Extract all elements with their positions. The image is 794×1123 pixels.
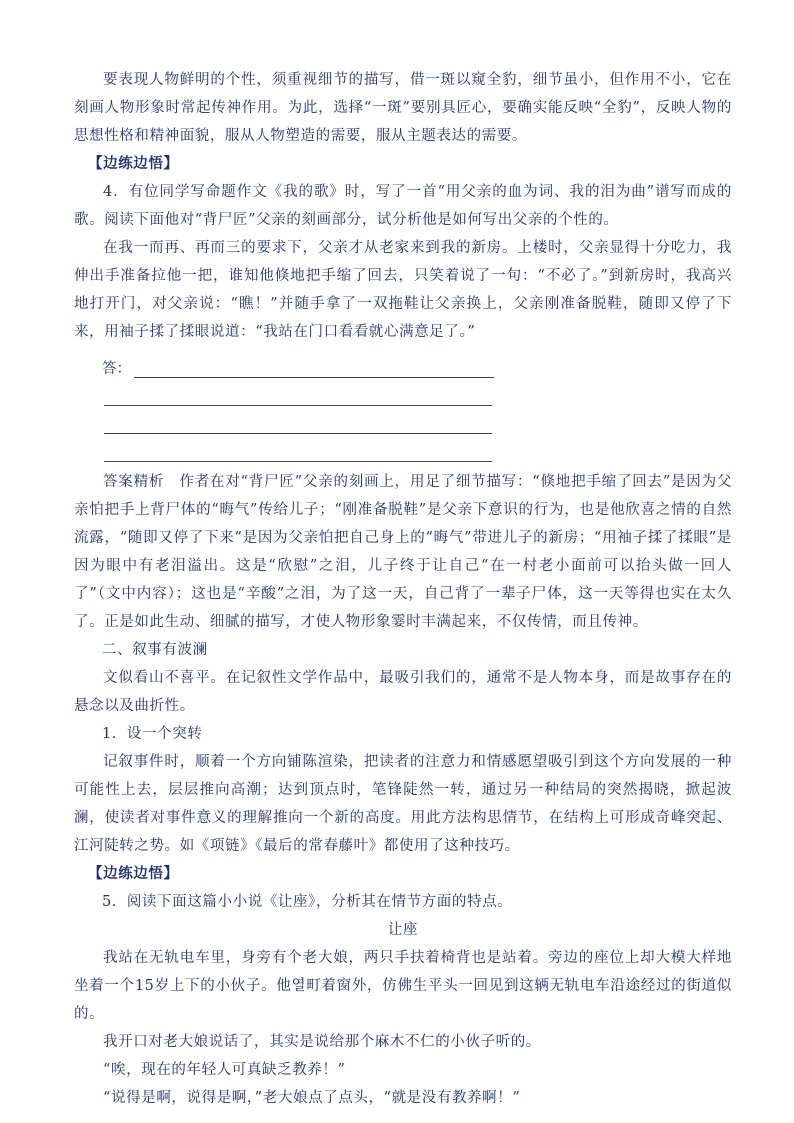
story-title: 让座 xyxy=(387,922,419,938)
story-paragraph: “唉，现在的年轻人可真缺乏教养！” xyxy=(103,1062,346,1078)
answer-label: 答： xyxy=(102,361,131,377)
practice-tag: 【边练边悟】 xyxy=(88,865,179,882)
section-2-title: 二、叙事有波澜 xyxy=(102,642,208,658)
practice-tag: 【边练边悟】 xyxy=(88,155,179,172)
point-1-text: 记叙事件时，顺着一个方向铺陈渲染，把读者的注意力和情感愿望吸引到这个方向发展的一种可能性上去，层层推向高潮；达到顶点时，笔锋陡然一转，通过另一种结局的突然揭晓，掀起波澜，使读者对事件意义的理解推向一个新的高度。用此方法构思情节，在结构上可形成奇峰突起、江河陡转之势。如《项链》《最后的常春藤叶》都使用了这种技巧。 xyxy=(74,754,732,854)
section-2-intro: 文似看山不喜平。在记叙性文学作品中，最吸引我们的，通常不是人物本身，而是故事存在的悬念以及曲折性。 xyxy=(74,670,732,714)
answer-analysis: 答案精析 作者在对“背尸匠”父亲的刻画上，用足了细节描写：“倏地把手缩了回去”是因为父亲怕把手上背尸体的“晦气”传给儿子；“刚准备脱鞋”是父亲下意识的行为，也是他欣喜之情的自然流露，“随即又停了下来”是因为父亲怕把自己身上的“晦气”带进儿子的新房；“用袖子揉了揉眼”是因为眼中有老泪溢出。这是“欣慰”之泪，儿子终于让自己“在一村老小面前可以抬头做一回人了”（文中内容）；这也是“辛酸”之泪，为了这一天，自己背了一辈子尸体，这一天等得也实在太久了。正是如此生动、细腻的描写，才使人物形象霎时丰满起来，不仅传情，而且传神。 xyxy=(74,474,732,630)
intro-paragraph: 要表现人物鲜明的个性，须重视细节的描写，借一斑以窥全豹，细节虽小，但作用不小，它在刻画人物形象时常起传神作用。为此，选择“一斑”要别具匠心，要确实能反映“全豹”，反映人物的思想性格和精神面貌，服从人物塑造的需要，服从主题表达的需要。 xyxy=(74,72,732,144)
story-paragraph: “说得是啊，说得是啊，”老大娘点了点头，“就是没有教养啊！” xyxy=(103,1090,521,1106)
answer-line[interactable] xyxy=(104,413,492,434)
answer-line[interactable] xyxy=(104,385,492,406)
answer-line[interactable] xyxy=(134,357,494,378)
question-4-passage: 在我一而再、再而三的要求下，父亲才从老家来到我的新房。上楼时，父亲显得十分吃力，我伸出手准备拉他一把，谁知他倏地把手缩了回去，只笑着说了一句：“不必了。”到新房时，我高兴地打开门，对父亲说：“瞧！”并随手拿了一双拖鞋让父亲换上，父亲刚准备脱鞋，随即又停了下来，用袖子揉了揉眼说道：“我站在门口看看就心满意足了。” xyxy=(74,240,732,340)
question-5: 5．阅读下面这篇小小说《让座》，分析其在情节方面的特点。 xyxy=(102,894,513,910)
point-1-title: 1．设一个突转 xyxy=(102,726,203,742)
story-paragraph: 我开口对老大娘说话了，其实是说给那个麻木不仁的小伙子听的。 xyxy=(103,1034,541,1050)
answer-area xyxy=(74,350,732,462)
answer-line[interactable] xyxy=(104,441,492,462)
document-page xyxy=(74,66,732,1112)
story-paragraph: 我站在无轨电车里，身旁有个老大娘，两只手扶着椅背也是站着。旁边的座位上却大模大样地坐着一个15岁上下的小伙子。他열町着窗外，仿佛生平头一回见到这辆无轨电车沿途经过的街道似的。 xyxy=(74,950,732,1022)
question-4: 4．有位同学写命题作文《我的歌》时，写了一首“用父亲的血为词、我的泪为曲”谱写而成的歌。阅读下面他对“背尸匠”父亲的刻画部分，试分析他是如何写出父亲的个性的。 xyxy=(74,184,732,228)
